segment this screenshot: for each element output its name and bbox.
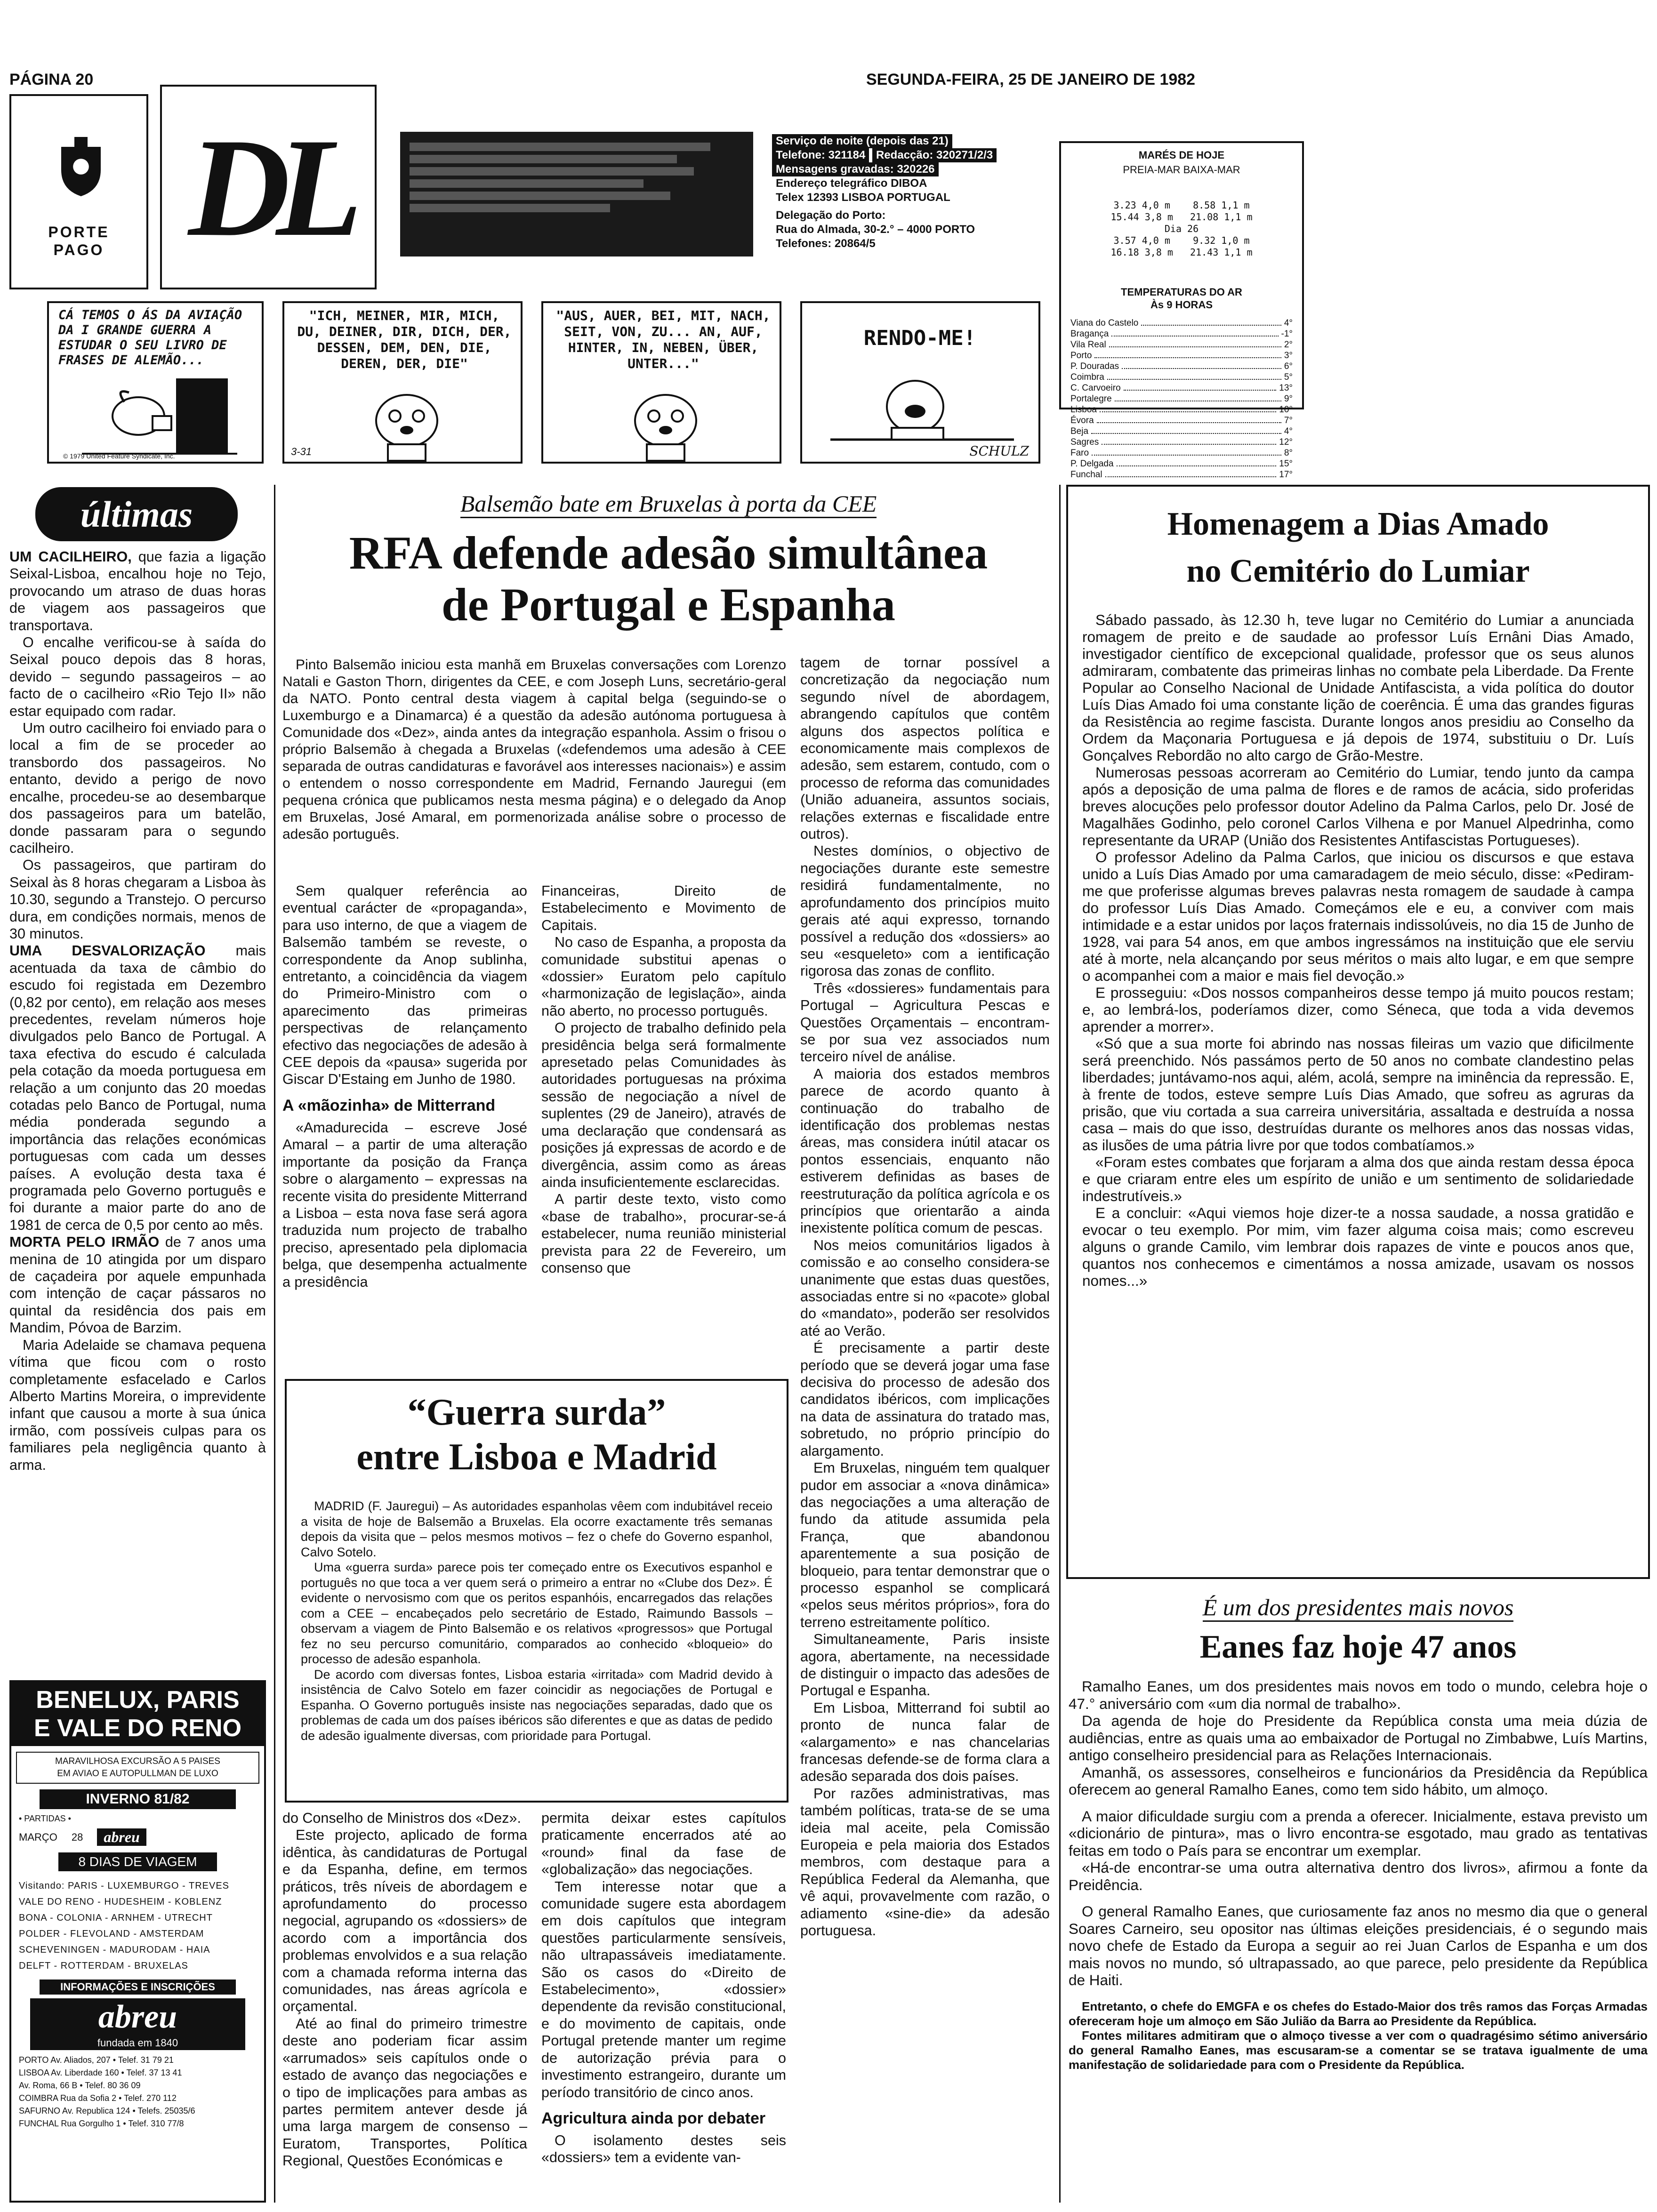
eanes-kicker: É um dos presidentes mais novos — [1066, 1593, 1650, 1621]
contact-line: Delegação do Porto: — [776, 209, 886, 222]
main-col-2: Financeiras, Direito de Estabelecimento e Movimento de Capitais. No caso de Espanha, a proposta da comunidade substitui apenas o «dossier» Euratom pelo capítulo «harmonização de legislação», ainda não aberto, no processo português. O projecto de trabalho definido pela presidência belga será formalmente apresetado pelas Comunidades às autoridades portuguesas na próxima sessão de negociação a nível de suplentes (29 de Janeiro), através de uma declaração que condensará as posições já expressas de acordo e de divergência, assim como as áreas ainda insuficientemente esclarecidas. A partir deste texto, visto como «base de trabalho», procurar-se-á estabelecer, numa reunião ministerial prevista para 22 de Fevereiro, um consenso que — [541, 883, 786, 1276]
column-rule — [274, 485, 275, 2203]
comic-panel-3 — [541, 301, 781, 464]
comic-speech: RENDO-ME! — [863, 326, 976, 350]
ultimas-text: Os passageiros, que partiram do Seixal às 8 horas chegaram a Lisboa às 10.30, segundo a Transtejo. O percurso dura, em condições normais, menos de 30 minutos. — [9, 857, 266, 942]
ad-date-row: MARÇO 28 abreu — [19, 1828, 257, 1846]
ultimas-text: Um outro cacilheiro foi enviado para o local a fim de se proceder ao transbordo dos passageiros. No entanto, devido a perigo de novo encalhe, procedeu-se ao desembarque dos passageiros para um batelão, donde passaram para o segundo cacilheiro. — [9, 720, 266, 856]
city-name: Bragança — [1070, 329, 1109, 339]
main-kicker: Balsemão bate em Bruxelas à porta da CEE — [282, 489, 1054, 518]
city-name: Beja — [1070, 426, 1089, 436]
city-name: Lisboa — [1070, 405, 1097, 415]
city-name: Coimbra — [1070, 372, 1104, 382]
abreu-logo: abreu — [30, 1998, 245, 2036]
comic-panel-4 — [800, 301, 1040, 464]
city-temperature: 17° — [1279, 470, 1293, 480]
comic-copyright: © 1979 United Feature Syndicate, Inc. — [63, 452, 175, 460]
travel-ad — [9, 1680, 266, 2203]
temperature-row — [1070, 318, 1293, 329]
madrid-text: MADRID (F. Jauregui) – As autoridades espanholas vêem com indubitável receio a visita de hoje de Balsemão a Bruxelas. Ela ocorre exactamente três semanas depois da visita que – pelos mesmos motivos – fez o chefe do Governo espanhol, Calvo Sotelo. Uma «guerra surda» parece pois ter começado entre os Executivos espanhol e português no que toca a ver quem será o primeiro a entrar no «Clube dos Dez». É evidente o nervosismo com que os peritos espanhóis, encarregados das relações com a CEE – encabeçados pelo secretário de Estado, Raimundo Bassols – observam a viagem de Pinto Balsemão e os relativos «progressos» que Portugal fez no seu percurso comunitário, comparados ao conhecido «bloqueio» do processo de adesão espanhola. De acordo com diversas fontes, Lisboa estaria «irritada» com Madrid devido à insistência de Calvo Sotelo em fazer coincidir as negociações de Portugal e Espanha. O Governo português insiste nas negociações separadas, dado que os problemas de cada um dos países ibéricos são diferentes e que as datas de pedido de adesão igualmente diversas, com prioridade para Portugal. — [301, 1499, 772, 1743]
comic-signature: SCHULZ — [969, 443, 1029, 459]
city-temperature: 3° — [1284, 351, 1293, 361]
contact-line: Redacção: 320271/2/3 — [872, 148, 997, 162]
ad-founded: fundada em 1840 — [30, 2036, 245, 2050]
ad-route: Visitando: PARIS - LUXEMBURGO - TREVES VALE DO RENO - HUDESHEIM - KOBLENZ BONA - COLONIA - ARNHEM - UTRECHT POLDER - FLEVOLAND - AMSTERDAM SCHEVENINGEN - MADURODAM - HAIA DELFT - ROTTERDAM - BRUXELAS — [19, 1881, 230, 1971]
dias-amado-box — [1066, 485, 1650, 1579]
snoopy-aviator-icon — [355, 388, 458, 463]
ultimas-text: Maria Adelaide se chamava pequena vítima que ficou com o rosto completamente esfacelado e Carlos Alberto Martins Moreira, o imprevidente infant que causou a morte à sua única irmão, com possíveis culpas para os familiares pela negligência quanto à arma. — [9, 1337, 266, 1473]
city-name: C. Carvoeiro — [1070, 383, 1121, 393]
city-temperature: 9° — [1284, 394, 1293, 404]
contact-line: Telefone: 321184 — [772, 148, 869, 162]
tides-header: PREIA-MAR BAIXA-MAR — [1123, 164, 1240, 176]
temperature-subtitle: Às 9 HORAS — [1150, 299, 1213, 311]
masthead-contacts-left — [400, 132, 753, 256]
weather-box — [1059, 141, 1304, 480]
porte-pago-label — [11, 223, 146, 259]
contact-line: Serviço de noite (depois das 21) — [772, 134, 952, 148]
city-temperature: 5° — [1284, 372, 1293, 382]
contact-line: Rua do Almada, 30-2.° – 4000 PORTO — [776, 223, 975, 236]
temperature-row — [1070, 339, 1293, 350]
contact-line: Endereço telegráfico DIBOA — [776, 177, 927, 190]
contact-line: Mensagens gravadas: 320226 — [772, 162, 939, 176]
subhead: A «mãozinha» de Mitterrand — [282, 1096, 496, 1114]
main-headline: RFA defende adesão simultânea de Portugal e Espanha — [349, 527, 988, 631]
temperature-row — [1070, 458, 1293, 469]
pago-label: PAGO — [53, 241, 105, 258]
city-name: Vila Real — [1070, 340, 1106, 350]
temperature-row — [1070, 437, 1293, 448]
ad-offices: PORTO Av. Aliados, 207 • Telef. 31 79 21 LISBOA Av. Liberdade 160 • Telef. 37 13 41 Av. Roma, 66 B • Telef. 80 36 09 COIMBRA Rua da Sofia 2 • Telef. 270 112 SAFURNO Av. Republica 124 • Telefs. 25035/6 FUNCHAL Rua Gorgulho 1 • Telef. 310 77/8 — [19, 2055, 195, 2128]
temperature-row — [1070, 415, 1293, 426]
ultimas-text: de 7 anos uma menina de 10 atingida por um disparo de caçadeira por aquele empunhada com intenção de caçar pássaros no quintal da residência dos pais em Mandim, Póvoa de Barzim. — [9, 1234, 266, 1336]
page-number: PÁGINA 20 — [9, 71, 94, 88]
eanes-text: Ramalho Eanes, um dos presidentes mais novos em todo o mundo, celebra hoje o 47.° aniversário com «um dia normal de trabalho». Da agenda de hoje do Presidente da República consta uma meia dúzia de audiências, entre as quais uma ao embaixador de Portugal no Zimbabwe, Luís Martins, antigo conselheiro presidencial para as Relações Internacionais. Amanhã, os assessores, conselheiros e funcionários da Presidência da República oferecem ao general Ramalho Eanes, como tem sido hábito, um almoço. A maior dificuldade surgiu com a prenda a oferecer. Inicialmente, estava previsto um «dicionário de pintura», mas o livro encontra-se esgotado, mau grado as tentativas feitas em todo o País para se encontrar um exemplar. «Há-de encontrar-se uma outra alternativa dentro dos livros», afirmou a fonte da Preidência. O general Ramalho Eanes, que curiosamente faz anos no mesmo dia que o general Soares Carneiro, seu opositor nas últimas eleições presidenciais, é o segundo mais novo chefe de Estado da Europa a seguir ao rei Juan Carlos de Espanha e um dos mais novos no mundo, só ultrapassado, ao que parece, pelo presidente da República de Haiti. Entretanto, o chefe do EMGFA e os chefes do Estado-Maior dos três ramos das Forças Armadas ofereceram hoje um almoço em São Julião da Barra ao Presidente da República. Fontes militares admitiram que o almoço tivesse a ver com o quadragésimo sétimo aniversário do general Ramalho Eanes, mas escusaram-se a comentar se se tratava igualmente de uma manifestação de solidariedade para com o Presidente da República. — [1069, 1678, 1648, 2072]
temperature-row — [1070, 372, 1293, 383]
comic-date-code: 3-31 — [291, 446, 312, 457]
ad-days: 8 DIAS DE VIAGEM — [58, 1852, 217, 1871]
ultimas-text: O encalhe verificou-se à saída do Seixal pouco depois das 8 horas, devido – segundo passageiros – ao facto de o cacilheiro «Rio Tejo II» não estar equipado com radar. — [9, 634, 266, 719]
main-col-3: tagem de tornar possível a concretização da negociação num segundo nível de abordagem, abrangendo capítulos que contêm alguns dos aspectos política e economicamente mais complexos de adesão, sem estarem, contudo, com o processo de reforma das comunidades (União aduaneira, assuntos sociais, relações externas e fiscalidade entre outros). Nestes domínios, o objectivo de negociações durante este semestre residirá fundamentalmente, no aprofundamento dos princípios muito gerais até aqui expresso, tornando possível a redução dos «dossiers» ao seu «esqueleto» com a ientificação rigorosa das zonas de conflito. Três «dossieres» fundamentais para Portugal – Agricultura Pescas e Questões Orçamentais – encontram-se por sua vez associados num terceiro nível de análise. A maioria dos estados membros parece de acordo quanto à continuação do trabalho de identificação dos problemas nestas áreas, mas considera inútil atacar os pontos essenciais, enquanto não estiverem definidas as bases de reestruturação da política agrícola e os princípios que orientarão a ainda inexistente política comum de pescas. Nos meios comunitários ligados à comissão e ao conselho considera-se unanimente que estas duas questões, associadas entre si no «pacote» global do «mandato», poderão ser resolvidos até ao Verão. É precisamente a partir deste período que se deverá jogar uma fase decisiva do processo de adesão dos candidatos ibéricos, com implicações na data de assinatura do tratado mas, sobretudo, no próprio princípio do alargamento. Em Bruxelas, ninguém tem qualquer pudor em associar a «nova dinâmica» das negociações a uma alteração de fundo da atitude assumida pela França, que abandonou aparentemente a sua posição de bloqueio, para tentar demonstrar que o processo espanhol se complicará «pelos seus méritos próprios», fora do terreno estreitamente político. Simultaneamente, Paris insiste agora, abertamente, na necessidade de distinguir o impacto das adesões de Portugal e Espanha. Em Lisboa, Mitterrand foi subtil ao pronto de nunca falar de «alargamento» e nas chancelarias francesas defende-se de forma clara a adesão separada dos dois países. Por razões administrativas, mas também políticas, trata-se de se uma ideia mal aceite, pela Comissão Europeia e pela maioria dos Estados membros, com destaque para a República Federal da Alemanha, que vê aqui, provavelmente com razão, o adiamento «sine-die» da adesão portuguesa. — [800, 655, 1050, 1939]
city-temperature: 8° — [1284, 448, 1293, 458]
madrid-headline: “Guerra surda” entre Lisboa e Madrid — [356, 1392, 717, 1478]
snoopy-reading-icon — [82, 374, 237, 458]
city-temperature: -1° — [1281, 329, 1293, 339]
city-name: Portalegre — [1070, 394, 1112, 404]
ad-departures: • PARTIDAS • — [19, 1814, 71, 1823]
city-temperature: 12° — [1279, 437, 1293, 447]
city-name: Sagres — [1070, 437, 1099, 447]
city-name: Funchal — [1070, 470, 1102, 480]
madrid-box — [285, 1379, 788, 1803]
subhead: Agricultura ainda por debater — [541, 2109, 766, 2127]
snoopy-lying-icon — [821, 374, 1023, 444]
ad-subtitle: MARAVILHOSA EXCURSÃO A 5 PAISES EM AVIAO E AUTOPULLMAN DE LUXO — [16, 1752, 259, 1784]
temperature-row — [1070, 404, 1293, 415]
comic-panel-2 — [282, 301, 523, 464]
city-temperature: 10° — [1279, 405, 1293, 415]
contact-line: Telefones: 20864/5 — [776, 237, 876, 250]
dl-logo: DL — [188, 109, 348, 265]
dias-amado-headline: Homenagem a Dias Amado no Cemitério do Lumiar — [1167, 506, 1549, 589]
city-temperature: 4° — [1284, 318, 1293, 328]
comic-speech: "ICH, MEINER, MIR, MICH, DU, DEINER, DIR, DICH, DER, DESSEN, DEM, DEN, DIE, DEREN, DER, DIE" — [297, 308, 512, 371]
city-temperature: 4° — [1284, 426, 1293, 436]
tides-table: 3.23 4,0 m 8.58 1,1 m 15.44 3,8 m 21.08 1,1 m Dia 26 3.57 4,0 m 9.32 1,0 m 16.18 3,8 m 21.43 1,1 m — [1110, 200, 1253, 258]
city-name: P. Douradas — [1070, 361, 1119, 371]
snoopy-aviator-icon — [614, 388, 717, 463]
temperature-row — [1070, 350, 1293, 361]
comic-panel-1 — [47, 301, 264, 464]
masthead-contacts — [772, 134, 1007, 256]
ultimas-column — [9, 548, 266, 1690]
city-name: Faro — [1070, 448, 1089, 458]
ultimas-text: mais acentuada da taxa de câmbio do escudo foi registada em Dezembro (0,82 por cento), em relação aos meses precedentes, revelam números hoje divulgados pelo Banco de Portugal. A taxa efectiva do escudo é calculada pela cotação da moeda portuguesa em relação a um conjunto das 20 moedas cotadas pelo Banco de Portugal, numa média ponderada segundo a importância das relações económicas portuguesas com cada um desses países. A evolução desta taxa é programada pelo Governo português e foi durante a maior parte do ano de 1981 de cerca de 0,5 por cento ao mês. — [9, 943, 266, 1233]
city-temperature: 7° — [1284, 416, 1293, 425]
temperature-row — [1070, 426, 1293, 437]
city-name: P. Delgada — [1070, 459, 1114, 469]
temperature-row — [1070, 469, 1293, 480]
comic-caption: CÁ TEMOS O ÁS DA AVIAÇÃO DA I GRANDE GUERRA A ESTUDAR O SEU LIVRO DE FRASES DE ALEMÃO... — [58, 308, 242, 368]
main-bottom-col-2: permita deixar estes capítulos praticamente encerrados até ao «round» final da fase de «globalização» das negociações. Tem interesse notar que a comunidade sugere esta abordagem em dois capítulos que integram questões particularmente sensíveis, não ultrapassáveis imediatamente. São os casos do «Direito de Estabelecimento», «dossier» dependente da revisão constitucional, e do movimento de capitais, onde Portugal pretende manter um regime de autorização prévia para o investimento estrangeiro, durante um período transitório de cinco anos. Agricultura ainda por debater O isolamento destes seis «dossiers» tem a evidente van- — [541, 1810, 786, 2166]
ultimas-lead: UM CACILHEIRO, — [9, 549, 132, 565]
ultimas-logo — [35, 487, 238, 541]
city-name: Viana do Castelo — [1070, 318, 1139, 328]
city-name: Évora — [1070, 416, 1094, 425]
temperature-row — [1070, 383, 1293, 393]
dias-amado-text: Sábado passado, às 12.30 h, teve lugar no Cemitério do Lumiar a anunciada romagem de preito e de saudade ao professor Luís Ernâni Dias Amado, investigador científico de excepcional qualidade, professor que os seus alunos admiraram, combatente das primeiras linhas no combate pela Liberdade. Da Frente Popular ao Conselho Nacional de Unidade Antifascista, a vida política do doutor Luís Dias Amado foi uma constante lição de coerência. É uma das grandes figuras da Resistência ao regime fascista. Durante longos anos presidiu ao Conselho da Ordem da Maçonaria Portuguesa e já depois de 1974, substituiu o Dr. Luís Gonçalves Rebordão no alto cargo de Grão-Mestre. Numerosas pessoas acorreram ao Cemitério do Lumiar, tendo junto da campa após a deposição de uma palma de flores e de ramos de acácia, sido proferidas breves alocuções pelo professor doutor Adelino da Palma Carlos, pelo Dr. José de Magalhães Godinho, pelo coronel Carlos Vilhena e por Manuel Alpedrinha, como representante da URAP (União dos Resistentes Antifascistas Portugueses). O professor Adelino da Palma Carlos, que iniciou os discursos e que estava unido a Luís Dias Amado por uma camaradagem de meio século, disse: «Pediram-me que proferisse algumas breves palavras nesta romagem de saudade à campa do professor Luís Dias Amado. Começámos ele e eu, a conviver com mais intimidade e a estar unidos por laços fraternais indissolúveis, no dia 15 de Junho de 1928, vai para 54 anos, em que ambos ingressámos na instituição que ele serviu até à morte, nela alcançando por seus méritos o mais alto lugar, e em que sempre o acompanhei com a maior e mais fiel devoção.» E prosseguiu: «Dos nossos companheiros desse tempo já muito poucos restam; e, ao lembrá-los, poderíamos dizer, como Séneca, que toda a vida devemos aprender a morrer». «Só que a sua morte foi abrindo nas nossas fileiras um vazio que dificilmente será preenchido. Nós passámos perto de 50 anos no combate clandestino pelas liberdades; juntávamo-nos aqui, além, acolá, sempre na iminência da repressão. E, à frente de todos, esteve sempre Luís Dias Amado, que sofreu as agruras da prisão, que viu cortada a sua carreira universitária, assaltada e destruída a nossa casa – mais do que isso, destruídas durante os melhores anos das nossas vidas, as ilusões de uma pátria livre por que todos combatíamos.» «Foram estes combates que forjaram a alma dos que ainda restam dessa época e que criaram entre eles um espírito de união e um sentimento de solidariedade indestrutíveis.» E a concluir: «Aqui viemos hoje dizer-te a nossa saudade, a nossa gratidão e evocar o teu exemplo. Por mim, vim fazer alguma coisa mais; como escreveu alguns o grande Camilo, vim lembrar dois rapazes de vinte e poucos anos que, quantos nos conhecemos e cimentámos a nossa amizade, usavam os nossos nomes...» — [1082, 611, 1634, 1289]
city-temperature: 6° — [1284, 361, 1293, 371]
eanes-headline: Eanes faz hoje 47 anos — [1199, 1629, 1517, 1665]
ultimas-text: que fazia a ligação Seixal-Lisboa, encalhou hoje no Tejo, provocando um atraso de duas horas de viagem aos passageiros que transportava. — [9, 549, 266, 633]
tides-title: MARÉS DE HOJE — [1138, 149, 1225, 161]
comic-speech: "AUS, AUER, BEI, MIT, NACH, SEIT, VON, ZU... AN, AUF, HINTER, IN, NEBEN, ÜBER, UNTER..." — [556, 308, 771, 371]
column-rule — [1059, 485, 1061, 2203]
contact-line: Telex 12393 LISBOA PORTUGAL — [776, 191, 950, 204]
eanes-note: Entretanto, o chefe do EMGFA e os chefes do Estado-Maior dos três ramos das Forças Armadas ofereceram hoje um almoço em São Julião da Barra ao Presidente da República. Fontes militares admitiram que o almoço tivesse a ver com o quadragésimo sétimo aniversário do general Ramalho Eanes, mas escusaram-se a comentar se se tratava igualmente de uma manifestação de solidariedade para com o Presidente da República. — [1069, 1999, 1648, 2072]
logo-box — [160, 85, 377, 289]
temperature-row — [1070, 393, 1293, 404]
main-bottom-col-1: do Conselho de Ministros dos «Dez». Este projecto, aplicado de forma idêntica, às candidaturas de Portugal e da Espanha, define, em termos práticos, três níveis de abordagem e aprofundamento do processo negocial, agrupando os «dossiers» de acordo com a importância dos problemas envolvidos e a sua relação com a chamada reforma interna das comunidades, nas áreas agrícola e orçamental. Até ao final do primeiro trimestre deste ano poderiam ficar assim «arrumados» seis capítulos onde o estado de avanço das negociações e o tipo de implicações para ambas as partes permitem antever desde já uma larga margem de consenso – Euratom, Transportes, Política Regional, Questões Económicas e — [282, 1810, 527, 2169]
ad-season: INVERNO 81/82 — [40, 1789, 236, 1809]
temperature-row — [1070, 329, 1293, 339]
city-temperature: 13° — [1279, 383, 1293, 393]
temperature-row — [1070, 361, 1293, 372]
porte-pago-box — [9, 94, 148, 289]
city-temperature: 2° — [1284, 340, 1293, 350]
ultimas-lead: MORTA PELO IRMÃO — [9, 1234, 160, 1250]
main-col-1: Sem qualquer referência ao eventual carácter de «propaganda», para uso interno, de que a viagem de Balsemão também se reveste, o correspondente da Anop sublinha, entretanto, a coincidência da viagem do Primeiro-Ministro com o aparecimento das primeiras perspectivas de relançamento efectivo das negociações de adesão à CEE depois da «pausa» sugerida por Giscar D'Estaing em Junho de 1980. A «mãozinha» de Mitterrand «Amadurecida – escreve José Amaral – a partir de uma alteração importante da posição da França sobre o alargamento – expressas na recente visita do presidente Mitterrand a Lisboa – esta nova fase será agora traduzida num projecto de trabalho preciso, apresentado pela diplomacia belga, que desempenha actualmente a presidência — [282, 883, 527, 1290]
temperature-list — [1070, 318, 1293, 480]
temperature-title: TEMPERATURAS DO AR — [1121, 286, 1242, 298]
ultimas-lead: UMA DESVALORIZAÇÃO — [9, 943, 206, 959]
ad-title: BENELUX, PARIS E VALE DO RENO — [11, 1682, 264, 1746]
city-temperature: 15° — [1279, 459, 1293, 469]
temperature-row — [1070, 448, 1293, 458]
city-name: Porto — [1070, 351, 1092, 361]
porte-label: PORTE — [48, 224, 110, 240]
main-lead: Pinto Balsemão iniciou esta manhã em Bruxelas conversações com Lorenzo Natali e Gaston Thorn, dirigentes da CEE, e com Joseph Luns, secretário-geral da NATO. Ponto central desta viagem à capital belga (seguindo-se o Luxemburgo e a Dinamarca) é a questão da adesão autónoma portuguesa à Comunidade dos «Dez», ainda antes da integração espanhola. Assim o frisou o próprio Balsemão à chegada a Bruxelas («defendemos uma adesão à CEE separada de outras candidaturas e favorável aos interesses nacionais») e assim o entendem o nosso correspondente em Madrid, Fernando Jauregui (em pequena crónica que publicamos nesta mesma página) e o delegado da Anop em Bruxelas, José Amaral, em pormenorizada análise sobre o processo de adesão português. — [282, 657, 786, 842]
ad-info: INFORMAÇÕES E INSCRIÇÕES — [40, 1980, 236, 1995]
ultimas-logo-text: últimas — [80, 493, 193, 535]
issue-date: SEGUNDA-FEIRA, 25 DE JANEIRO DE 1982 — [866, 71, 1196, 88]
coat-of-arms-icon — [48, 134, 114, 200]
